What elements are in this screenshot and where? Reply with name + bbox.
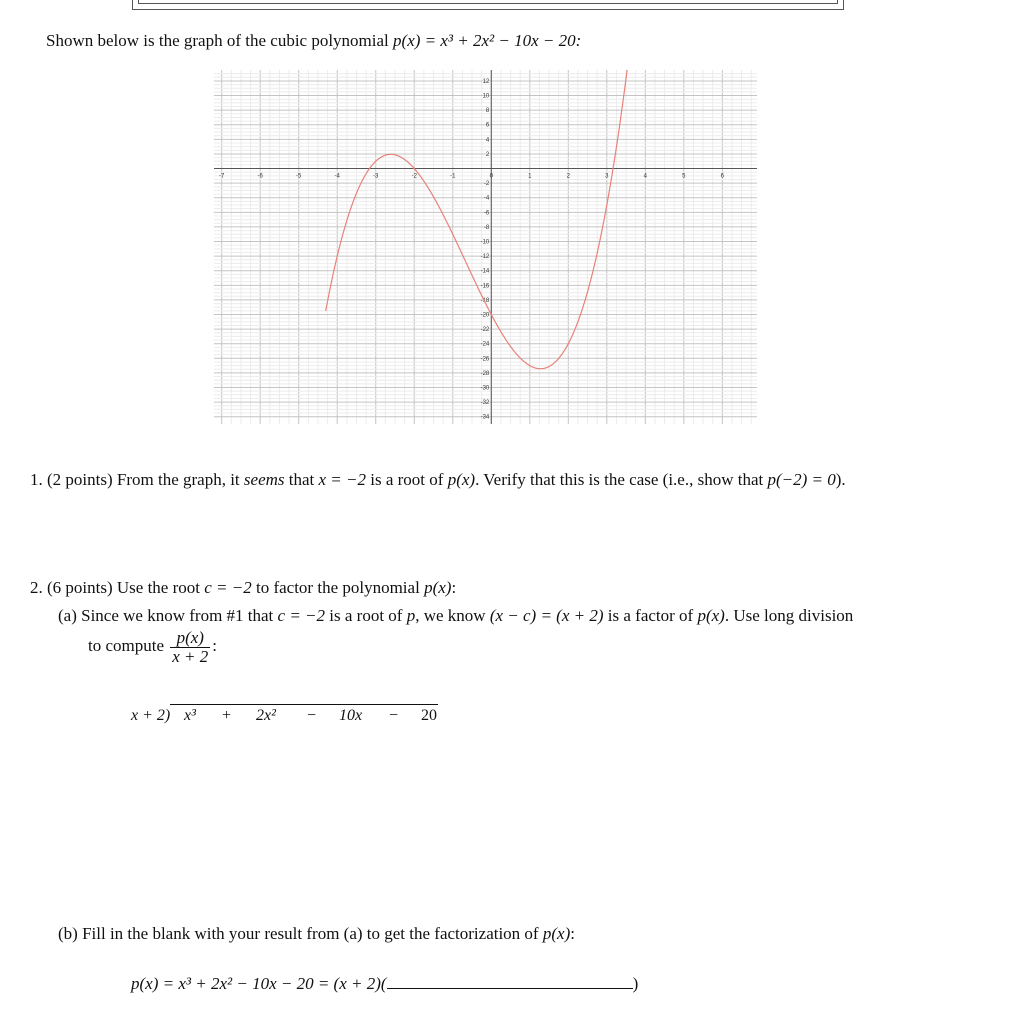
fraction-numerator: p(x) — [170, 629, 210, 648]
y-tick-label: -26 — [480, 356, 490, 363]
q2a-text-2-end: : — [212, 636, 218, 655]
q2a-line-1 — [58, 606, 853, 626]
q1-text-e: ). — [835, 470, 846, 489]
q2b-label: (b) — [58, 924, 78, 943]
x-tick-label: -7 — [219, 173, 225, 180]
intro-line — [46, 31, 581, 51]
q2-points: (6 points) — [47, 578, 113, 597]
y-tick-label: -32 — [480, 400, 490, 407]
dividend-term-4: 20 — [421, 707, 437, 724]
q2a-text-1b: is a root of — [325, 606, 407, 625]
q2a-math-d: p(x) — [697, 606, 725, 625]
x-tick-label: 3 — [605, 173, 609, 180]
y-tick-label: -4 — [483, 195, 490, 202]
y-tick-label: -6 — [483, 210, 490, 217]
x-tick-label: 6 — [720, 173, 725, 180]
q2-text-c: : — [451, 578, 457, 597]
y-tick-label: -14 — [480, 268, 490, 275]
q2a-text-1c: , we know — [415, 606, 490, 625]
x-tick-label: -1 — [450, 173, 456, 180]
cubic-graph — [214, 70, 757, 424]
y-tick-label: -8 — [483, 224, 490, 231]
y-tick-label: -28 — [480, 370, 490, 377]
y-tick-label: -24 — [480, 341, 490, 348]
y-tick-label: 6 — [485, 122, 490, 129]
y-tick-label: -30 — [480, 385, 490, 392]
x-tick-label: -2 — [411, 173, 417, 180]
q1-text-c: is a root of — [366, 470, 448, 489]
x-tick-label: 2 — [566, 173, 570, 180]
fraction-denominator: x + 2 — [172, 646, 209, 666]
y-tick-label: -34 — [480, 414, 490, 421]
q2a-text-1d: is a factor of — [603, 606, 698, 625]
long-division — [131, 706, 170, 726]
dividend-op-3: − — [389, 707, 399, 724]
q2-math-b: p(x) — [424, 578, 452, 597]
q2b-text-end: : — [570, 924, 575, 943]
y-tick-label: -10 — [480, 239, 490, 246]
x-tick-label: -5 — [296, 173, 302, 180]
q2-number: 2. — [30, 578, 43, 597]
y-tick-label: -12 — [480, 254, 490, 261]
y-tick-label: -2 — [483, 181, 490, 188]
q2b-line — [58, 924, 575, 944]
y-tick-label: -20 — [480, 312, 490, 319]
q2a-text-1e: . Use long division — [724, 606, 854, 625]
x-tick-label: -3 — [373, 173, 379, 180]
factor-blank[interactable] — [387, 972, 633, 989]
q2a-line-2 — [88, 628, 217, 666]
q2a-math-b: p — [406, 606, 416, 625]
x-tick-label: -4 — [334, 173, 340, 180]
q1-points: (2 points) — [47, 470, 113, 489]
q1-number: 1. — [30, 470, 43, 489]
q1-text-b: that — [284, 470, 319, 489]
y-tick-label: -18 — [480, 297, 490, 304]
dividend-term-2: 2x² — [256, 707, 276, 724]
question-2 — [30, 578, 456, 598]
q2b-math: p(x) — [542, 924, 571, 943]
q1-text-d: . Verify that this is the case (i.e., show that — [475, 470, 768, 489]
q2-text-a: Use the root — [116, 578, 205, 597]
x-tick-label: 5 — [682, 173, 686, 180]
q1-emphasis: seems — [243, 470, 285, 489]
q2a-text-1: Since we know from #1 that — [81, 606, 278, 625]
q1-math-c: p(−2) = 0 — [767, 470, 836, 489]
y-tick-label: -22 — [480, 327, 490, 334]
q1-math-a: x = −2 — [318, 470, 367, 489]
x-tick-label: 0 — [489, 173, 493, 180]
y-tick-label: 8 — [485, 108, 490, 115]
q2b-text: Fill in the blank with your result from (a) to get the factorization of — [82, 924, 543, 943]
dividend-term-1: x³ — [184, 707, 196, 724]
factorization-rhs: ) — [632, 974, 639, 993]
q1-math-b: p(x) — [447, 470, 476, 489]
q2a-label: (a) — [58, 606, 77, 625]
y-tick-label: 12 — [482, 78, 490, 85]
intro-text: Shown below is the graph of the cubic polynomial — [46, 31, 394, 50]
x-tick-label: 1 — [528, 173, 532, 180]
q2a-math-c: (x − c) = (x + 2) — [489, 606, 604, 625]
division-divisor: x + 2) — [131, 707, 171, 724]
q2a-fraction — [170, 629, 210, 666]
dividend-term-3: 10x — [339, 707, 363, 724]
dividend-op-1: + — [222, 707, 232, 724]
dividend-op-2: − — [307, 707, 317, 724]
x-tick-label: -6 — [257, 173, 263, 180]
question-1 — [30, 470, 846, 490]
x-tick-label: 4 — [643, 173, 647, 180]
q2a-text-2: to compute — [88, 636, 169, 655]
q1-text-a: From the graph, it — [116, 470, 244, 489]
top-answer-box-inner — [138, 0, 838, 4]
q2-text-b: to factor the polynomial — [251, 578, 425, 597]
y-tick-label: 10 — [482, 93, 490, 100]
y-tick-label: 2 — [485, 151, 490, 158]
long-division-bar — [170, 704, 438, 705]
factorization-line — [131, 972, 638, 994]
intro-formula: p(x) = x³ + 2x² − 10x − 20: — [393, 31, 582, 50]
y-tick-label: 4 — [485, 137, 490, 144]
q2-math-a: c = −2 — [204, 578, 252, 597]
q2a-math-a: c = −2 — [277, 606, 326, 625]
y-tick-label: -16 — [480, 283, 490, 290]
factorization-lhs: p(x) = x³ + 2x² − 10x − 20 = (x + 2)( — [131, 974, 387, 993]
